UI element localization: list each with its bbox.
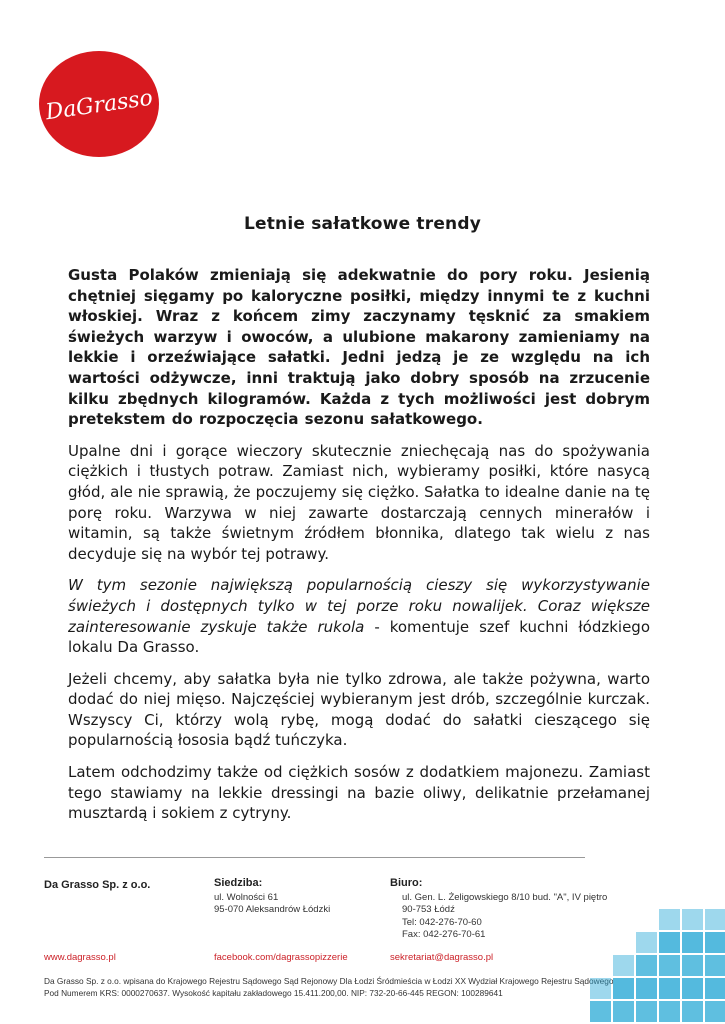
decor-square bbox=[659, 1001, 680, 1022]
decor-square bbox=[636, 978, 657, 999]
decor-square bbox=[613, 955, 634, 976]
lead-paragraph: Gusta Polaków zmieniają się adekwatnie do pory roku. Jesienią chętniej sięgamy po kaloryczne posiłki, między innymi te z kuchni włoskiej. Wraz z końcem zimy zaczynamy tęsknić za smakiem świeżych warzyw i owoców, a ulubione makarony zamieniamy na lekkie i orzeźwiające sałatki. Jedni jedzą je ze względu na ich wartości odżywcze, inni traktują jako dobry sposób na zrzucenie kilku zbędnych kilogramów. Każda z tych możliwości jest dobrym pretekstem do rozpoczęcia sezonu sałatkowego. bbox=[68, 266, 650, 429]
article-title: Letnie sałatkowe trendy bbox=[243, 214, 482, 234]
decor-square bbox=[682, 1001, 703, 1022]
decor-square bbox=[705, 1001, 725, 1022]
website-link[interactable]: www.dagrasso.pl bbox=[44, 952, 116, 963]
decor-square bbox=[682, 955, 703, 976]
paragraph-4: Latem odchodzimy także od ciężkich sosów z dodatkiem majonezu. Zamiast tego stawiamy na lekkie dressingi na bazie oliwy, delikatnie przełamanej musztardą i sokiem z cytryny. bbox=[68, 763, 650, 823]
paragraph-3: Jeżeli chcemy, aby sałatka była nie tylko zdrowa, ale także pożywna, warto dodać do niej mięso. Najczęściej wybieranym jest drób, szczególnie kurczak. Wszyscy Ci, którzy wolą rybę, mogą dodać do sałatki cieszącego się popularnością łososia bądź tuńczyka. bbox=[68, 669, 650, 750]
legal-notice bbox=[44, 976, 613, 999]
email-link[interactable]: sekretariat@dagrasso.pl bbox=[390, 952, 494, 963]
footer-divider bbox=[44, 857, 585, 858]
office-line: ul. Gen. L. Żeligowskiego 8/10 bud. "A", IV piętro bbox=[402, 892, 608, 903]
legal-line-1: Da Grasso Sp. z o.o. wpisana do Krajowego Rejestru Sądowego Sąd Rejonowy Dla Łodzi Śródmieścia w Łodzi XX Wydział Krajowego Rejestru Sądowego bbox=[44, 976, 614, 986]
decor-square bbox=[613, 978, 634, 999]
decor-square bbox=[659, 932, 680, 953]
paragraph-1: Upalne dni i gorące wieczory skutecznie zniechęcają nas do spożywania ciężkich i tłustych potraw. Zamiast nich, wybieramy posiłki, które nasycą głód, ale nie sprawią, że poczujemy się ciężko. Sałatka to idealne danie na tę porę roku. Warzywa w niej zawarte dostarczają cennych minerałów i witamin, są także świetnym źródłem błonnika, dlatego tak wielu z nas decyduje się na wybór tej potrawy. bbox=[68, 441, 650, 563]
chef-quote: W tym sezonie największą popularnością cieszy się wykorzystywanie świeżych i dostępnych tylko w tej porze roku nowalijek. Coraz większe zainteresowanie zyskuje także rukola bbox=[68, 576, 650, 636]
decor-square bbox=[659, 978, 680, 999]
decor-square bbox=[590, 978, 611, 999]
decor-square bbox=[636, 1001, 657, 1022]
decor-square bbox=[659, 909, 680, 930]
hq-address bbox=[214, 892, 330, 917]
decor-square bbox=[636, 955, 657, 976]
footer-company: Da Grasso Sp. z o.o. bbox=[44, 879, 151, 891]
quote-attribution: - komentuje szef kuchni łódzkiego lokalu Da Grasso. bbox=[68, 617, 650, 657]
office-label: Biuro: bbox=[390, 877, 423, 889]
decor-square bbox=[705, 955, 725, 976]
decor-square bbox=[590, 1001, 611, 1022]
logo-text: DaGrasso bbox=[44, 85, 155, 126]
decorative-squares bbox=[590, 900, 725, 1024]
decor-square bbox=[705, 909, 725, 930]
hq-line: ul. Wolności 61 bbox=[214, 892, 279, 903]
legal-line-2: Pod Numerem KRS: 0000270637. Wysokość kapitału zakładowego 15.411.200,00. NIP: 732-20-66-445 REGON: 100289641 bbox=[44, 987, 503, 998]
office-phone: Tel: 042-276-70-60 bbox=[402, 916, 482, 928]
office-fax: Fax: 042-276-70-61 bbox=[402, 928, 486, 940]
decor-square bbox=[682, 909, 703, 930]
office-address bbox=[402, 892, 607, 941]
facebook-link[interactable]: facebook.com/dagrassopizzerie bbox=[214, 952, 348, 963]
decor-square bbox=[705, 978, 725, 999]
decor-square bbox=[682, 978, 703, 999]
office-line: 90-753 Łódź bbox=[402, 904, 455, 916]
article-body bbox=[68, 265, 650, 835]
dagrasso-logo bbox=[38, 50, 160, 158]
decor-square bbox=[659, 955, 680, 976]
decor-square bbox=[613, 1001, 634, 1022]
decor-square bbox=[682, 932, 703, 953]
hq-line: 95-070 Aleksandrów Łódzki bbox=[214, 904, 331, 916]
decor-square bbox=[636, 932, 657, 953]
hq-label: Siedziba: bbox=[214, 877, 263, 889]
quote-paragraph bbox=[68, 575, 650, 657]
decor-square bbox=[705, 932, 725, 953]
